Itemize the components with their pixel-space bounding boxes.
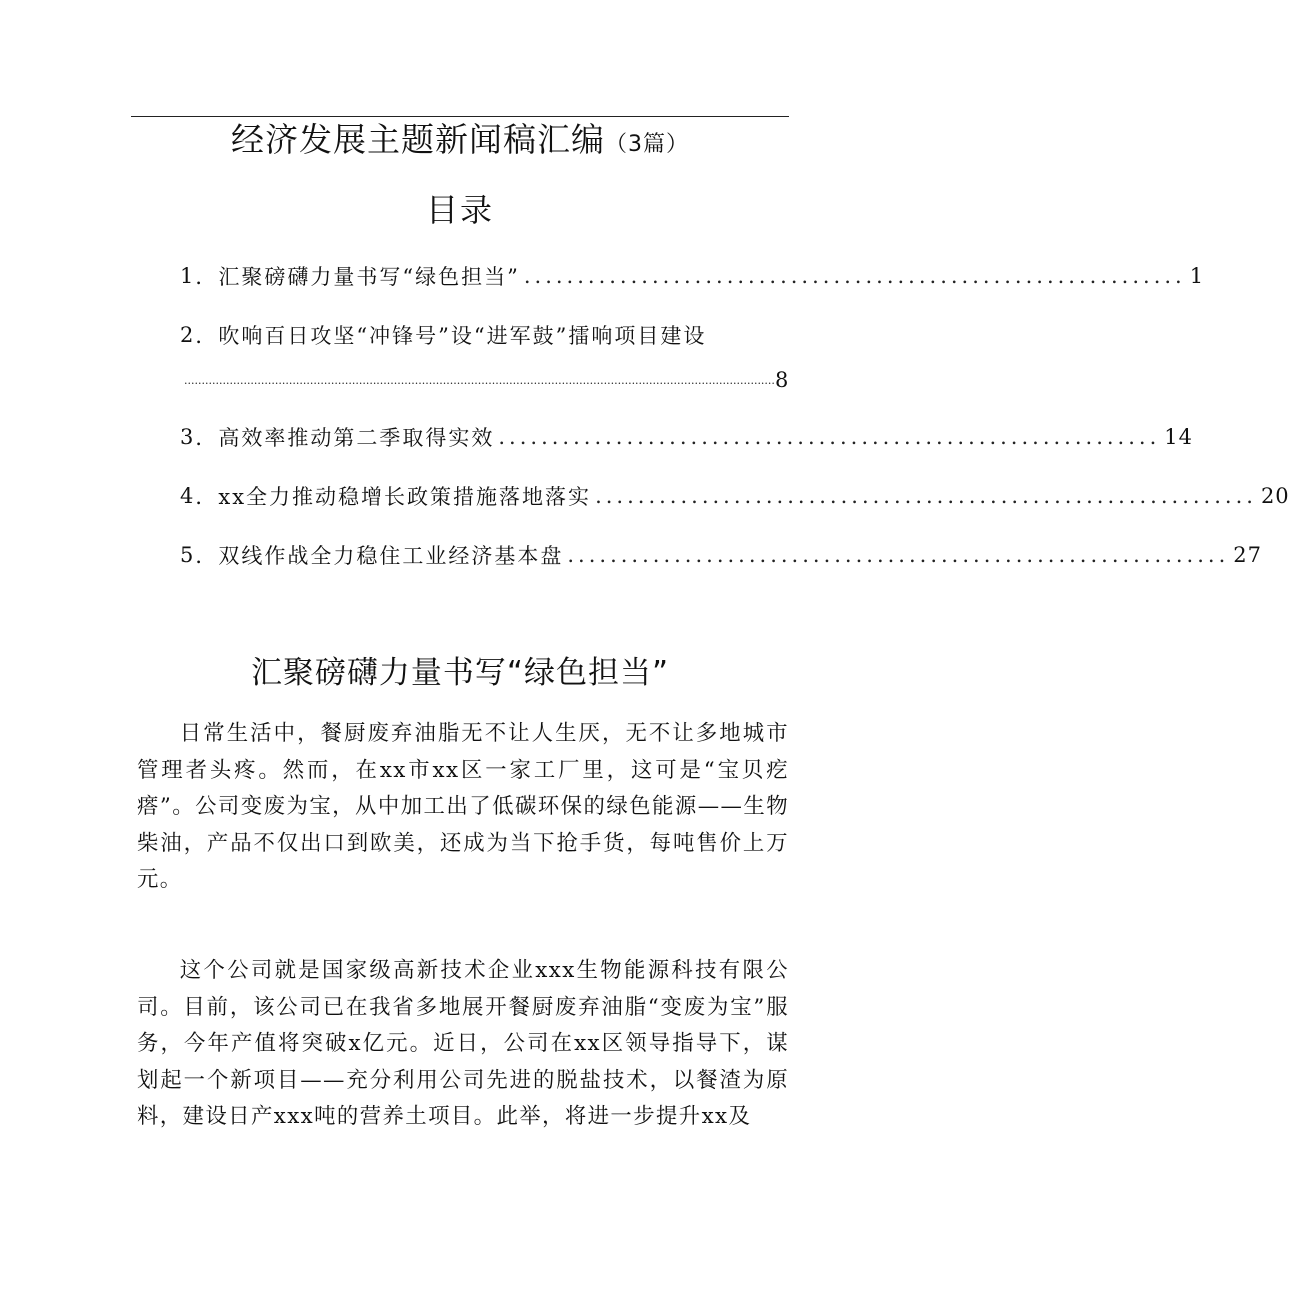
article-paragraph-2: 这个公司就是国家级高新技术企业xxx生物能源科技有限公司。目前，该公司已在我省多地展开餐厨废弃油脂“变废为宝”服务，今年产值将突破x亿元。近日，公司在xx区领导指导下，谋划起一个新项目——充分利用公司先进的脱盐技术，以餐渣为原料，建设日产xxx吨的营养土项目。此举，将进一步提升xx及: [137, 958, 789, 1129]
toc-item-page: 20: [1260, 484, 1290, 508]
toc-item-number: 4: [180, 484, 196, 508]
document-title-main: 经济发展主题新闻稿汇编: [231, 120, 605, 159]
toc-item-title: ．吹响百日攻坚“冲锋号”设“进军鼓”擂响项目建设: [195, 324, 707, 348]
toc-item-5[interactable]: [180, 537, 1262, 573]
toc-item-page: 14: [1164, 425, 1193, 449]
toc-item-title: ．汇聚磅礴力量书写“绿色担当”: [195, 265, 520, 289]
toc-item-3[interactable]: [180, 419, 1193, 455]
toc-item-page: 8: [774, 368, 789, 392]
toc-item-number: 3: [180, 425, 196, 449]
toc-item-title: ．高效率推动第二季取得实效: [195, 426, 495, 450]
header-rule: [131, 116, 789, 117]
toc-item-title: ．双线作战全力稳住工业经济基本盘: [195, 544, 564, 568]
toc-item-number: 5: [180, 543, 196, 567]
article-title: 汇聚磅礴力量书写“绿色担当”: [250, 655, 670, 691]
toc-heading: 目录: [425, 191, 494, 229]
toc-item-page: 1: [1189, 264, 1205, 288]
toc-item-2[interactable]: [180, 317, 775, 353]
toc-leader-dots: ..............................................................: [567, 543, 1230, 567]
toc-leader-dots: .........................................................................................................................................................................: [184, 373, 775, 387]
toc-item-title: ．xx全力推动稳增长政策措施落地落实: [195, 485, 592, 509]
toc-item-1[interactable]: [180, 258, 1205, 294]
document-title-count: （3篇）: [605, 132, 689, 157]
toc-item-page: 27: [1233, 543, 1262, 567]
toc-item-4[interactable]: [180, 478, 1290, 514]
article-paragraph-1: 日常生活中，餐厨废弃油脂无不让人生厌，无不让多地城市管理者头疼。然而，在xx市xx区一家工厂里，这可是“宝贝疙瘩”。公司变废为宝，从中加工出了低碳环保的绿色能源——生物柴油，产品不仅出口到欧美，还成为当下抢手货，每吨售价上万元。: [137, 721, 789, 892]
toc-item-2-continuation[interactable]: [184, 362, 789, 398]
toc-leader-dots: ..............................................................: [498, 425, 1161, 449]
toc-item-number: 1: [180, 264, 196, 288]
toc-item-number: 2: [180, 323, 196, 347]
toc-leader-dots: ..............................................................: [523, 264, 1186, 288]
document-title: [0, 118, 920, 167]
toc-leader-dots: ..............................................................: [595, 484, 1257, 508]
